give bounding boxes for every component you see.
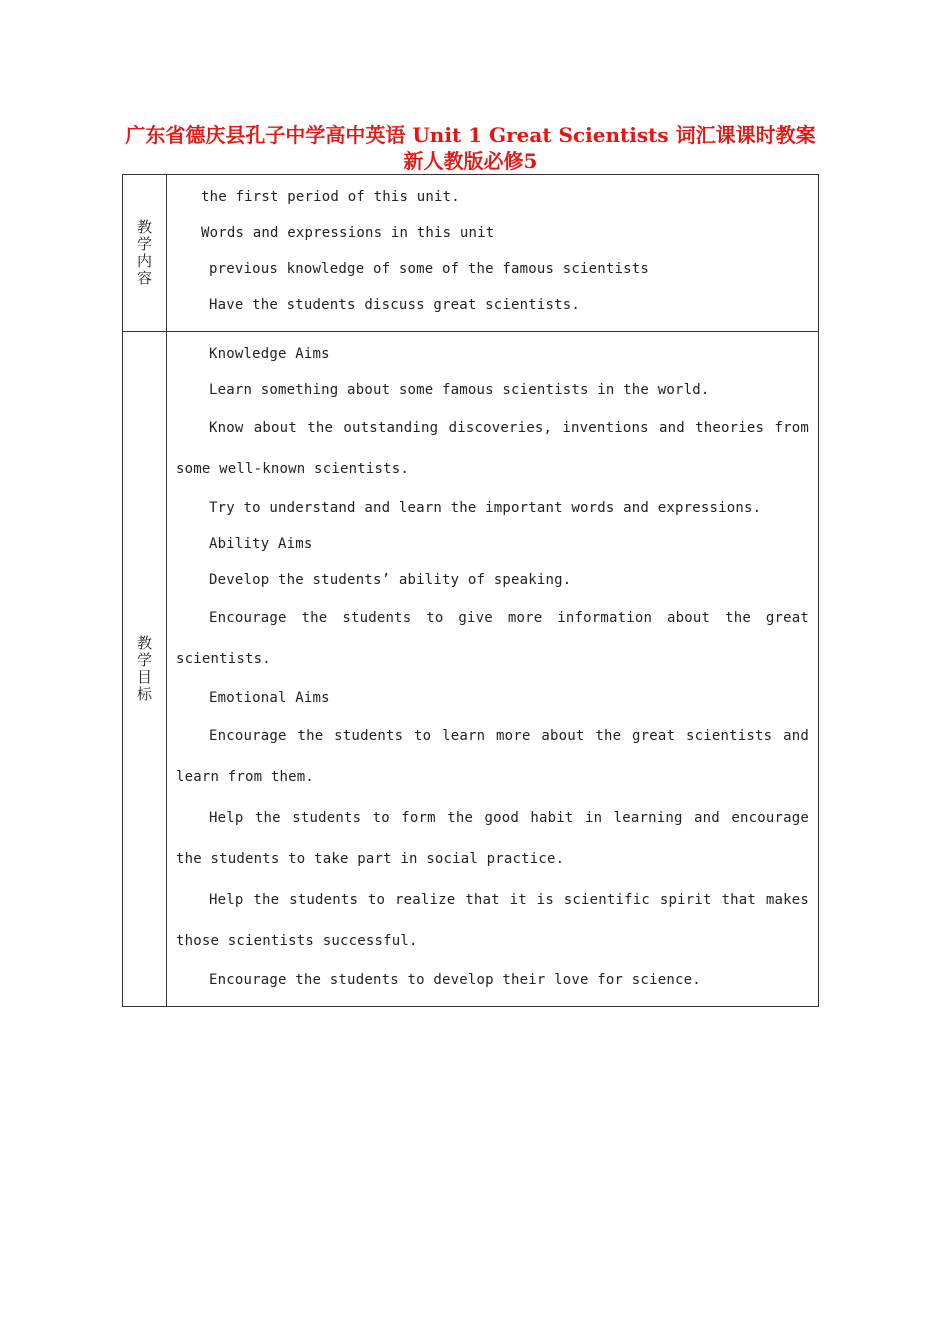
content-line: Encourage the students to develop their love for science. [209,972,701,988]
row-label-cell [123,175,167,332]
table-row-teaching-content [123,175,819,332]
content-paragraph: Help the students to form the good habit in learning and encourage the students to take part in social practice. [176,810,809,867]
content-paragraph: Know about the outstanding discoveries, inventions and theories from some well-known scientists. [176,420,809,477]
section-heading-knowledge-aims: Knowledge Aims [209,346,330,362]
content-line: Words and expressions in this unit [201,225,495,241]
content-line: Develop the students’ ability of speaking. [209,572,572,588]
content-paragraph: Help the students to realize that it is scientific spirit that makes those scientists successful. [176,892,809,949]
row-label-teaching-aims: 教学目标 [136,634,152,703]
content-line: previous knowledge of some of the famous scientists [209,261,650,277]
document-title: 广东省德庆县孔子中学高中英语 Unit 1 Great Scientists 词汇课课时教案 新人教版必修5 [125,123,816,173]
lesson-plan-table [122,174,819,1007]
content-line: Try to understand and learn the important words and expressions. [209,500,762,516]
row-label-teaching-content: 教学内容 [136,218,152,287]
content-line: Have the students discuss great scientists. [209,297,581,313]
content-line: the first period of this unit. [201,189,460,205]
row-label-cell [123,332,167,1007]
row-content-cell [167,175,819,332]
table-row-teaching-aims [123,332,819,1007]
content-paragraph: Encourage the students to give more information about the great scientists. [176,610,809,667]
section-heading-emotional-aims: Emotional Aims [209,690,330,706]
content-paragraph: Encourage the students to learn more about the great scientists and learn from them. [176,728,809,785]
section-heading-ability-aims: Ability Aims [209,536,313,552]
content-line: Learn something about some famous scientists in the world. [209,382,710,398]
row-content-cell [167,332,819,1007]
